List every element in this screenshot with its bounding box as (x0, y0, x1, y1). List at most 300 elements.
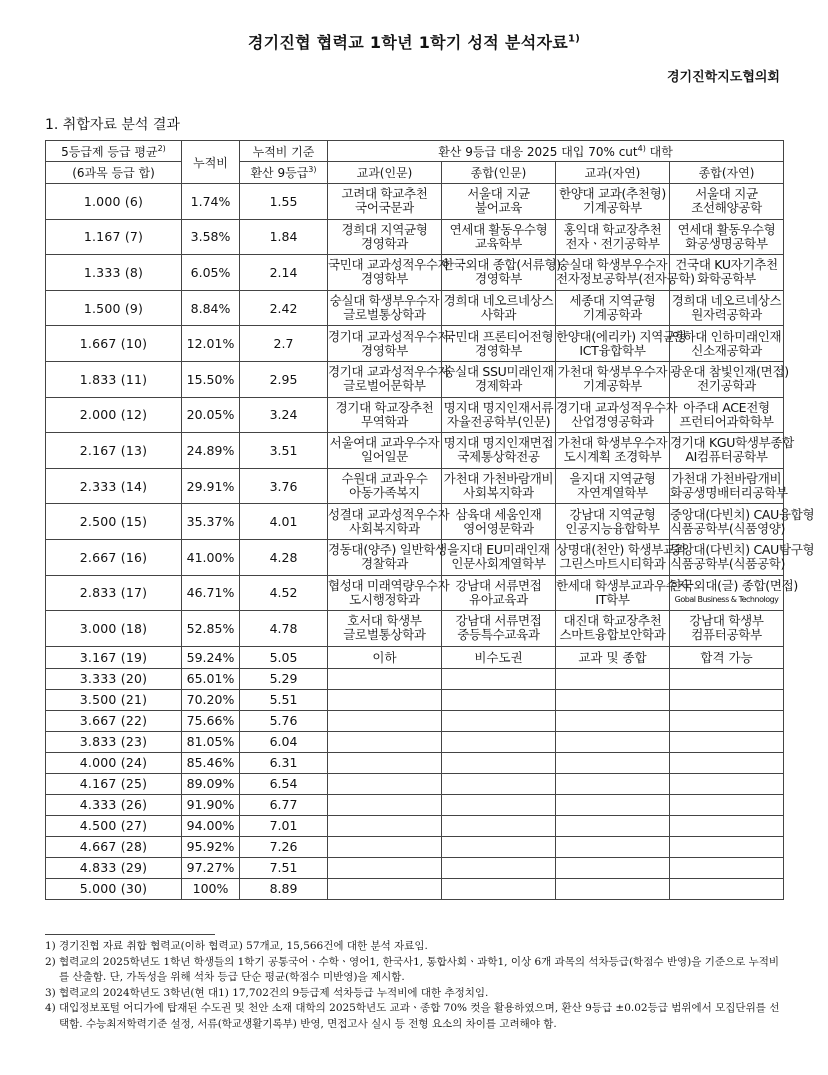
analysis-table (45, 140, 815, 900)
university-cell (670, 468, 788, 504)
grade-average-cell: 3.333 (20) (46, 668, 182, 689)
university-department: 무역학과 (360, 413, 409, 429)
university-admission-type: 연세대 활동우수형 (677, 221, 776, 237)
table-row (46, 255, 784, 291)
university-cell (328, 184, 442, 220)
converted-grade-cell: 7.01 (240, 815, 328, 836)
cumulative-ratio-cell: 59.24% (182, 646, 240, 668)
table-row (46, 668, 784, 689)
university-admission-type: 인하대 인하미래인재 (671, 328, 782, 344)
header-converted-grade: 환산 9등급$^{3)}$ (240, 162, 328, 184)
empty-cell (328, 794, 442, 815)
cumulative-ratio-cell: 6.05% (182, 255, 240, 291)
cumulative-ratio-cell: 1.74% (182, 184, 240, 220)
university-cell (556, 611, 670, 647)
university-department: 화공생명공학부 (685, 235, 768, 251)
university-cell (556, 290, 670, 326)
footnote-number: 1) (45, 940, 56, 952)
university-admission-type: 가천대 학생부우수자 (557, 364, 668, 380)
converted-grade-cell: 7.26 (240, 836, 328, 857)
university-department: 국어국문과 (355, 200, 414, 216)
grade-average-cell: 1.500 (9) (46, 290, 182, 326)
footnote-item (45, 1001, 785, 1032)
table-row (46, 326, 784, 362)
university-admission-type: 수원대 교과우수 (341, 471, 428, 487)
university-cell (670, 326, 784, 362)
empty-cell (442, 710, 556, 731)
university-admission-type: 고려대 학교추천 (341, 186, 428, 202)
university-cell (328, 326, 450, 362)
empty-cell (556, 836, 670, 857)
university-department: 식품공학부(식품공학) (670, 556, 786, 572)
converted-grade-cell: 4.78 (240, 611, 328, 647)
university-cell (442, 575, 556, 611)
empty-cell (670, 857, 784, 878)
header-university-group: 환산 9등급 대응 2025 대입 70% cut$^{4)}$ 대학 (328, 141, 784, 162)
footnote-divider (45, 934, 215, 935)
university-admission-type: 서울여대 교과우수자 (329, 435, 440, 451)
university-cell (556, 575, 690, 611)
grade-average-cell: 3.000 (18) (46, 611, 182, 647)
header-cumulative-ratio: 누적비 (182, 141, 240, 184)
university-department: 화학공학부 (697, 271, 756, 287)
cumulative-ratio-cell: 46.71% (182, 575, 240, 611)
university-admission-type: 삼육대 세움인재 (455, 506, 542, 522)
university-department: 글로벌통상학과 (343, 307, 426, 323)
empty-cell (442, 731, 556, 752)
cumulative-ratio-cell: 12.01% (182, 326, 240, 362)
table-row (46, 504, 784, 540)
grade-average-cell: 1.000 (6) (46, 184, 182, 220)
footnote-item (45, 955, 785, 986)
university-cell (556, 184, 670, 220)
university-cell (556, 468, 670, 504)
legend-label-cell: 비수도권 (442, 646, 556, 668)
university-admission-type: 아주대 ACE전형 (683, 399, 770, 415)
university-department: 산업경영공학과 (571, 413, 654, 429)
university-department: IT학부 (595, 591, 630, 607)
grade-average-cell: 5.000 (30) (46, 878, 182, 899)
university-cell (670, 290, 784, 326)
university-department: 인문사회계열학부 (451, 556, 546, 572)
university-admission-type: 강남대 지역균형 (569, 506, 656, 522)
cumulative-ratio-cell: 89.09% (182, 773, 240, 794)
university-admission-type: 서울대 지균 (467, 186, 530, 202)
empty-cell (328, 731, 442, 752)
legend-label-cell: 이하 (328, 646, 442, 668)
university-admission-type: 경동대(양주) 일반학생 (328, 542, 447, 558)
empty-cell (556, 710, 670, 731)
cumulative-ratio-cell: 20.05% (182, 397, 240, 433)
university-department: 글로벌어문학부 (343, 378, 426, 394)
university-admission-type: 명지대 명지인재서류 (443, 399, 554, 415)
university-department: 글로벌통상학과 (343, 627, 426, 643)
footnote-number: 4) (45, 1002, 56, 1014)
empty-cell (442, 773, 556, 794)
empty-cell (556, 773, 670, 794)
university-admission-type: 을지대 지역균형 (569, 471, 656, 487)
university-department: 도시행정학과 (349, 591, 420, 607)
grade-average-cell: 2.333 (14) (46, 468, 182, 504)
table-row (46, 361, 784, 397)
university-cell (556, 361, 670, 397)
university-admission-type: 상명대(천안) 학생부교과 (556, 542, 687, 558)
empty-cell (556, 668, 670, 689)
empty-cell (328, 668, 442, 689)
footnote-text: 협력교의 2025학년도 1학년 학생들의 1학기 공통국어ㆍ수학ㆍ영어1, 한국사1, 통합사회ㆍ과학1, 이상 6개 과목의 석차등급(학점수 반영)을 기준으로 누적비를 산출함. 단, 가독성을 위해 석차 등급 단순 평균(학점수 미반영)을 제시함. (59, 955, 780, 983)
university-department: 컴퓨터공학부 (691, 627, 762, 643)
header-comprehensive-science: 종합(자연) (670, 162, 784, 184)
cumulative-ratio-cell: 70.20% (182, 689, 240, 710)
empty-cell (442, 794, 556, 815)
university-admission-type: 국민대 프론티어전형 (443, 328, 554, 344)
converted-grade-cell: 1.55 (240, 184, 328, 220)
university-department: 그린스마트시티학과 (559, 556, 666, 572)
footnote-number: 2) (45, 955, 56, 968)
table-row-legend (46, 646, 784, 668)
empty-cell (328, 710, 442, 731)
table-row (46, 433, 784, 469)
table-row (46, 689, 784, 710)
university-cell (442, 255, 561, 291)
university-cell (328, 290, 442, 326)
empty-cell (442, 878, 556, 899)
university-admission-type: 한국외대(글) 종합(면접) (670, 577, 798, 593)
university-cell (328, 575, 450, 611)
university-department: 사학과 (480, 307, 517, 323)
empty-cell (556, 878, 670, 899)
university-department: ICT융합학부 (579, 342, 646, 358)
cumulative-ratio-cell: 24.89% (182, 433, 240, 469)
table-row (46, 794, 784, 815)
university-cell (328, 255, 450, 291)
grade-average-cell: 4.833 (29) (46, 857, 182, 878)
university-admission-type: 협성대 미래역량우수자 (328, 577, 450, 593)
table-row (46, 184, 784, 220)
university-department: 기계공학부 (583, 200, 642, 216)
converted-grade-cell: 6.31 (240, 752, 328, 773)
cumulative-ratio-cell: 35.37% (182, 504, 240, 540)
university-department: 경영학과 (360, 235, 409, 251)
university-department: 중등특수교육과 (457, 627, 540, 643)
empty-cell (328, 815, 442, 836)
table-row (46, 468, 784, 504)
university-cell (556, 255, 695, 291)
table-row (46, 836, 784, 857)
university-department: 사회복지학과 (463, 485, 534, 501)
grade-average-cell: 1.833 (11) (46, 361, 182, 397)
table-row (46, 815, 784, 836)
university-cell (328, 433, 442, 469)
header-comprehensive-humanities: 종합(인문) (442, 162, 556, 184)
university-department: 원자력공학과 (691, 307, 762, 323)
university-admission-type: 국민대 교과성적우수자 (328, 257, 450, 273)
university-cell (328, 219, 442, 255)
university-department: 유아교육과 (469, 591, 528, 607)
empty-cell (328, 752, 442, 773)
footnote-text: 경기진협 자료 취합 협력교(이하 협력교) 57개교, 15,566건에 대한 분석 자료임. (59, 940, 428, 952)
university-cell (328, 611, 442, 647)
empty-cell (328, 689, 442, 710)
university-department: 경제학과 (474, 378, 523, 394)
university-admission-type: 가천대 학생부우수자 (557, 435, 668, 451)
university-admission-type: 경기대 교과성적우수자 (556, 399, 678, 415)
table-row (46, 611, 784, 647)
empty-cell (556, 731, 670, 752)
converted-grade-cell: 3.76 (240, 468, 328, 504)
cumulative-ratio-cell: 91.90% (182, 794, 240, 815)
table-row (46, 397, 784, 433)
converted-grade-cell: 4.01 (240, 504, 328, 540)
university-department: 자율전공학부(인문) (446, 413, 551, 429)
converted-grade-cell: 3.24 (240, 397, 328, 433)
header-subject-humanities: 교과(인문) (328, 162, 442, 184)
university-cell (442, 326, 556, 362)
university-admission-type: 을지대 EU미래인재 (447, 542, 550, 558)
university-admission-type: 명지대 명지인재면접 (443, 435, 554, 451)
cumulative-ratio-cell: 3.58% (182, 219, 240, 255)
university-cell (556, 397, 678, 433)
university-cell (442, 611, 556, 647)
table-row (46, 731, 784, 752)
university-cell (328, 539, 447, 575)
legend-label-cell: 교과 및 종합 (556, 646, 670, 668)
university-admission-type: 한세대 학생부교과우수자 (556, 577, 690, 593)
grade-average-cell: 2.000 (12) (46, 397, 182, 433)
university-admission-type: 세종대 지역균형 (569, 293, 656, 309)
university-department: 경찰학과 (360, 556, 409, 572)
grade-average-cell: 2.667 (16) (46, 539, 182, 575)
grade-average-cell: 3.167 (19) (46, 646, 182, 668)
university-department: 전자ㆍ전기공학부 (565, 235, 660, 251)
converted-grade-cell: 3.51 (240, 433, 328, 469)
university-department: 아동가족복지 (349, 485, 420, 501)
table-row (46, 539, 784, 575)
converted-grade-cell: 6.04 (240, 731, 328, 752)
university-cell (328, 361, 450, 397)
converted-grade-cell: 5.51 (240, 689, 328, 710)
header-grade-average: 5등급제 등급 평균$^{2)}$ (46, 141, 182, 162)
university-cell (670, 219, 784, 255)
converted-grade-cell: 8.89 (240, 878, 328, 899)
empty-cell (328, 857, 442, 878)
grade-average-cell: 4.000 (24) (46, 752, 182, 773)
university-cell (670, 539, 815, 575)
empty-cell (670, 878, 784, 899)
university-department: 경영학부 (474, 342, 523, 358)
converted-grade-cell: 4.52 (240, 575, 328, 611)
grade-average-cell: 1.167 (7) (46, 219, 182, 255)
empty-cell (670, 773, 784, 794)
university-department: 일어일문 (360, 449, 409, 465)
university-cell (442, 433, 556, 469)
university-admission-type: 서울대 지균 (695, 186, 758, 202)
empty-cell (670, 815, 784, 836)
university-department: Gobal Business & Technology (674, 594, 779, 604)
empty-cell (328, 836, 442, 857)
converted-grade-cell: 5.29 (240, 668, 328, 689)
cumulative-ratio-cell: 65.01% (182, 668, 240, 689)
section-title: 1. 취합자료 분석 결과 (45, 117, 180, 133)
university-admission-type: 경희대 네오르네상스 (671, 293, 782, 309)
university-department: 자연계열학부 (577, 485, 648, 501)
cumulative-ratio-cell: 100% (182, 878, 240, 899)
empty-cell (442, 689, 556, 710)
empty-cell (442, 836, 556, 857)
grade-average-cell: 4.667 (28) (46, 836, 182, 857)
grade-average-cell: 4.167 (25) (46, 773, 182, 794)
empty-cell (442, 752, 556, 773)
university-cell (556, 326, 687, 362)
university-department: 화공생명배터리공학부 (670, 485, 788, 501)
converted-grade-cell: 6.54 (240, 773, 328, 794)
university-cell (442, 184, 556, 220)
university-admission-type: 연세대 활동우수형 (449, 221, 548, 237)
university-cell (442, 468, 556, 504)
university-cell (328, 468, 442, 504)
university-admission-type: 경기대 교과성적우수자 (328, 328, 450, 344)
university-cell (670, 611, 784, 647)
university-department: 도시계획 조경학부 (563, 449, 662, 465)
table-row (46, 575, 784, 611)
cumulative-ratio-cell: 94.00% (182, 815, 240, 836)
converted-grade-cell: 7.51 (240, 857, 328, 878)
university-department: 경영학부 (360, 271, 409, 287)
university-department: 기계공학부 (583, 378, 642, 394)
grade-average-cell: 1.333 (8) (46, 255, 182, 291)
university-cell (670, 433, 795, 469)
university-cell (442, 361, 556, 397)
university-admission-type: 경기대 교과성적우수자 (328, 364, 450, 380)
university-admission-type: 경희대 네오르네상스 (443, 293, 554, 309)
university-cell (442, 219, 556, 255)
grade-average-cell: 3.500 (21) (46, 689, 182, 710)
university-admission-type: 홍익대 학교장추천 (563, 221, 662, 237)
converted-grade-cell: 1.84 (240, 219, 328, 255)
university-cell (442, 504, 556, 540)
footnote-item (45, 939, 785, 955)
university-admission-type: 한국외대 종합(서류형) (442, 257, 561, 273)
converted-grade-cell: 6.77 (240, 794, 328, 815)
university-cell (556, 539, 687, 575)
cumulative-ratio-cell: 29.91% (182, 468, 240, 504)
cumulative-ratio-cell: 41.00% (182, 539, 240, 575)
university-department: 인공지능융합학부 (565, 520, 660, 536)
university-department: 국제통상학전공 (457, 449, 540, 465)
header-grade-sum: (6과목 등급 합) (46, 162, 182, 184)
table-row (46, 773, 784, 794)
university-admission-type: 숭실대 학생부우수자 (557, 257, 668, 273)
university-cell (670, 184, 784, 220)
university-cell (556, 433, 670, 469)
grade-average-cell: 3.667 (22) (46, 710, 182, 731)
organization-name: 경기진학지도협의회 (666, 70, 780, 85)
empty-cell (328, 773, 442, 794)
university-admission-type: 강남대 서류면접 (455, 613, 542, 629)
university-department: 경영학부 (474, 271, 523, 287)
cumulative-ratio-cell: 52.85% (182, 611, 240, 647)
university-admission-type: 경기대 KGU학생부종합 (670, 435, 795, 451)
university-admission-type: 중앙대(다빈치) CAU융합형 (670, 506, 815, 522)
converted-grade-cell: 2.42 (240, 290, 328, 326)
university-admission-type: 대진대 학교장추천 (563, 613, 662, 629)
header-subject-science: 교과(자연) (556, 162, 670, 184)
table-row (46, 857, 784, 878)
university-admission-type: 호서대 학생부 (347, 613, 422, 629)
converted-grade-cell: 5.76 (240, 710, 328, 731)
converted-grade-cell: 2.95 (240, 361, 328, 397)
empty-cell (556, 689, 670, 710)
footnote-text: 대입정보포털 어디가에 탑재된 수도권 및 천안 소재 대학의 2025학년도 교과ㆍ종합 70% 컷을 활용하였으며, 환산 9등급 ±0.02등급 범위에서 모집단위를 선택함. 수능최저학력기준 설정, 서류(학교생활기록부) 반영, 면접고사 실시 등 전형 요소의 차이를 고려해야 함. (59, 1002, 780, 1030)
table-row (46, 290, 784, 326)
header-conversion-basis: 누적비 기준 (240, 141, 328, 162)
empty-cell (442, 815, 556, 836)
university-admission-type: 중앙대(다빈치) CAU탐구형 (670, 542, 815, 558)
footnote-text: 협력교의 2024학년도 3학년(현 대1) 17,702건의 9등급제 석차등급 누적비에 대한 추정치임. (59, 986, 489, 999)
grade-average-cell: 4.500 (27) (46, 815, 182, 836)
university-admission-type: 성결대 교과성적우수자 (328, 506, 450, 522)
university-cell (442, 539, 556, 575)
footnote-item (45, 986, 785, 1002)
empty-cell (670, 752, 784, 773)
converted-grade-cell: 4.28 (240, 539, 328, 575)
university-department: 신소재공학과 (691, 342, 762, 358)
university-admission-type: 숭실대 학생부우수자 (329, 293, 440, 309)
university-admission-type: 강남대 서류면접 (455, 577, 542, 593)
university-department: 프런티어과학학부 (679, 413, 774, 429)
cumulative-ratio-cell: 75.66% (182, 710, 240, 731)
university-cell (556, 219, 670, 255)
table-row (46, 752, 784, 773)
university-cell (442, 290, 556, 326)
university-admission-type: 경기대 학교장추천 (335, 399, 434, 415)
converted-grade-cell: 5.05 (240, 646, 328, 668)
legend-label-cell: 합격 가능 (670, 646, 784, 668)
grade-average-cell: 1.667 (10) (46, 326, 182, 362)
empty-cell (556, 752, 670, 773)
university-department: 교육학부 (474, 235, 523, 251)
empty-cell (670, 731, 784, 752)
university-department: 경영학부 (360, 342, 409, 358)
university-cell (670, 397, 784, 433)
university-department: 기계공학과 (583, 307, 642, 323)
empty-cell (556, 815, 670, 836)
university-cell (670, 575, 798, 611)
university-cell (670, 504, 815, 540)
empty-cell (670, 794, 784, 815)
university-department: 조선해양공학 (691, 200, 762, 216)
empty-cell (328, 878, 442, 899)
university-department: 스마트융합보안학과 (559, 627, 666, 643)
empty-cell (670, 668, 784, 689)
university-department: 영어영문학과 (463, 520, 534, 536)
empty-cell (670, 836, 784, 857)
university-department: 전자정보공학부(전자공학) (556, 271, 695, 287)
empty-cell (442, 668, 556, 689)
university-department: 전기공학과 (697, 378, 756, 394)
university-department: AI컴퓨터공학부 (685, 449, 768, 465)
university-cell (556, 504, 670, 540)
university-admission-type: 광운대 참빛인재(면접) (670, 364, 789, 380)
university-cell (442, 397, 556, 433)
university-cell (328, 504, 450, 540)
grade-average-cell: 2.500 (15) (46, 504, 182, 540)
cumulative-ratio-cell: 85.46% (182, 752, 240, 773)
university-cell (670, 361, 789, 397)
table-row (46, 710, 784, 731)
university-admission-type: 강남대 학생부 (689, 613, 764, 629)
cumulative-ratio-cell: 81.05% (182, 731, 240, 752)
